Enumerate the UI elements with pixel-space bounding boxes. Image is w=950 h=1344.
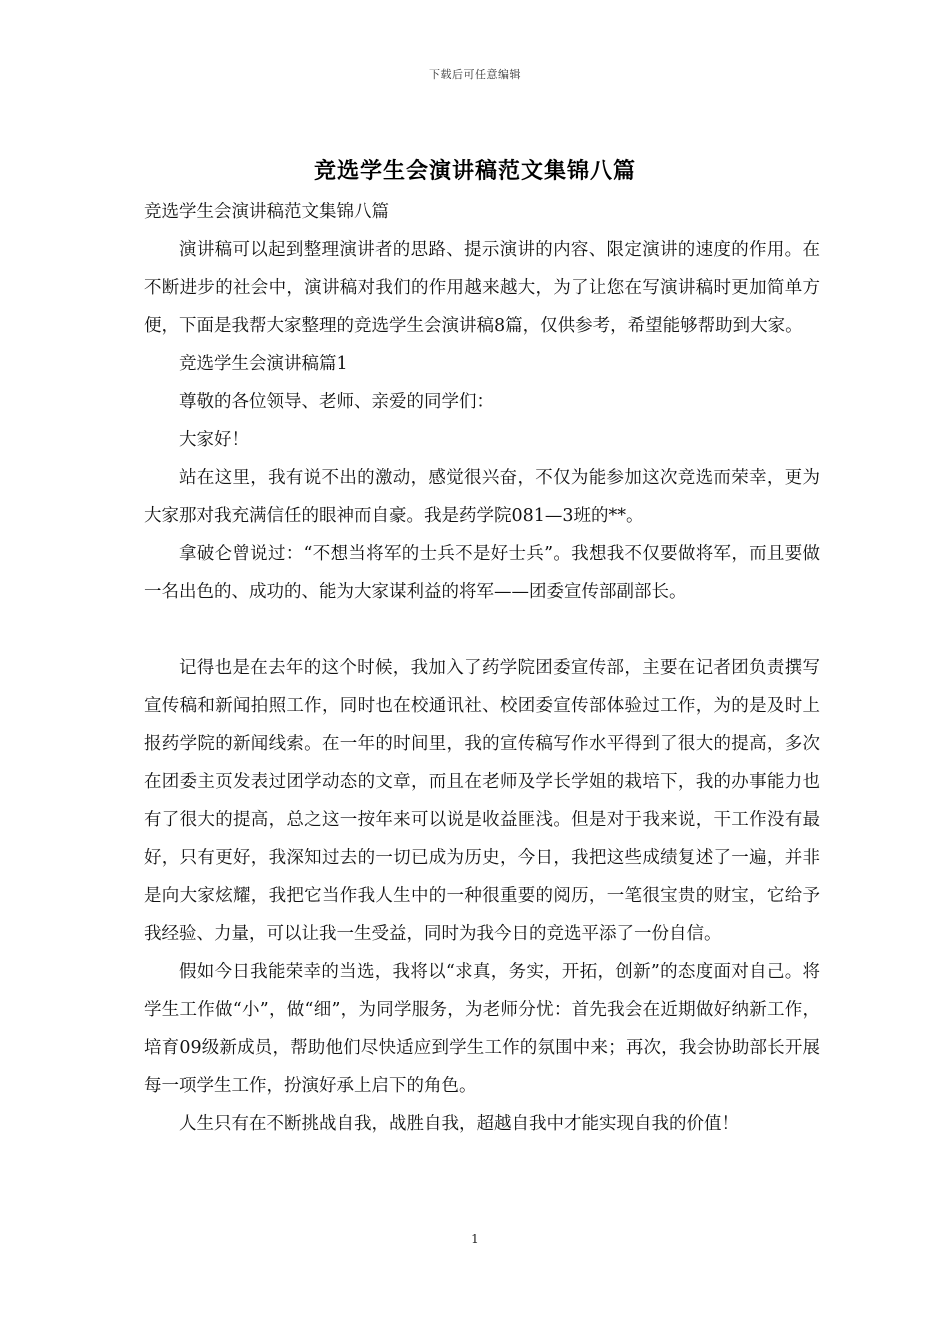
header-note: 下载后可任意编辑: [429, 68, 521, 81]
body-paragraph: 记得也是在去年的这个时候，我加入了药学院团委宣传部，主要在记者团负责撰写宣传稿和新闻拍照工作，同时也在校通讯社、校团委宣传部体验过工作，为的是及时上报药学院的新闻线索。在一年的时间里，我的宣传稿写作水平得到了很大的提高，多次在团委主页发表过团学动态的文章，而且在老师及学长学姐的栽培下，我的办事能力也有了很大的提高，总之这一按年来可以说是收益匪浅。但是对于我来说，干工作没有最好，只有更好，我深知过去的一切已成为历史，今日，我把这些成绩复述了一遍，并非是向大家炫耀，我把它当作我人生中的一种很重要的阅历，一笔很宝贵的财宝，它给予我经验、力量，可以让我一生受益，同时为我今日的竞选平添了一份自信。: [144, 658, 820, 944]
body-paragraph: 拿破仑曾说过：“不想当将军的士兵不是好士兵”。我想我不仅要做将军，而且要做一名出色的、成功的、能为大家谋利益的将军——团委宣传部副部长。: [144, 544, 820, 602]
intro-paragraph: 演讲稿可以起到整理演讲者的思路、提示演讲的内容、限定演讲的速度的作用。在不断进步的社会中，演讲稿对我们的作用越来越大，为了让您在写演讲稿时更加简单方便，下面是我帮大家整理的竞选学生会演讲稿8篇，仅供参考，希望能够帮助到大家。: [144, 240, 820, 336]
salutation: 尊敬的各位领导、老师、亲爱的同学们：: [179, 392, 494, 412]
paragraph-spacer: [144, 611, 820, 649]
document-subtitle: 竞选学生会演讲稿范文集锦八篇: [144, 202, 389, 222]
page-number: 1: [471, 1232, 479, 1246]
greeting: 大家好！: [179, 430, 249, 450]
document-title: 竞选学生会演讲稿范文集锦八篇: [313, 158, 636, 184]
body-paragraph: 站在这里，我有说不出的激动，感觉很兴奋，不仅为能参加这次竞选而荣幸，更为大家那对我充满信任的眼神而自豪。我是药学院081—3班的**。: [144, 468, 820, 526]
document-body: [144, 193, 820, 1143]
section-heading: 竞选学生会演讲稿篇1: [179, 354, 348, 374]
body-paragraph: 假如今日我能荣幸的当选，我将以“求真，务实，开拓，创新”的态度面对自己。将学生工作做“小”，做“细”，为同学服务，为老师分忧：首先我会在近期做好纳新工作，培育09级新成员，帮助他们尽快适应到学生工作的氛围中来；再次，我会协助部长开展每一项学生工作，扮演好承上启下的角色。: [144, 962, 820, 1096]
body-paragraph: 人生只有在不断挑战自我，战胜自我，超越自我中才能实现自我的价值！: [179, 1114, 739, 1134]
